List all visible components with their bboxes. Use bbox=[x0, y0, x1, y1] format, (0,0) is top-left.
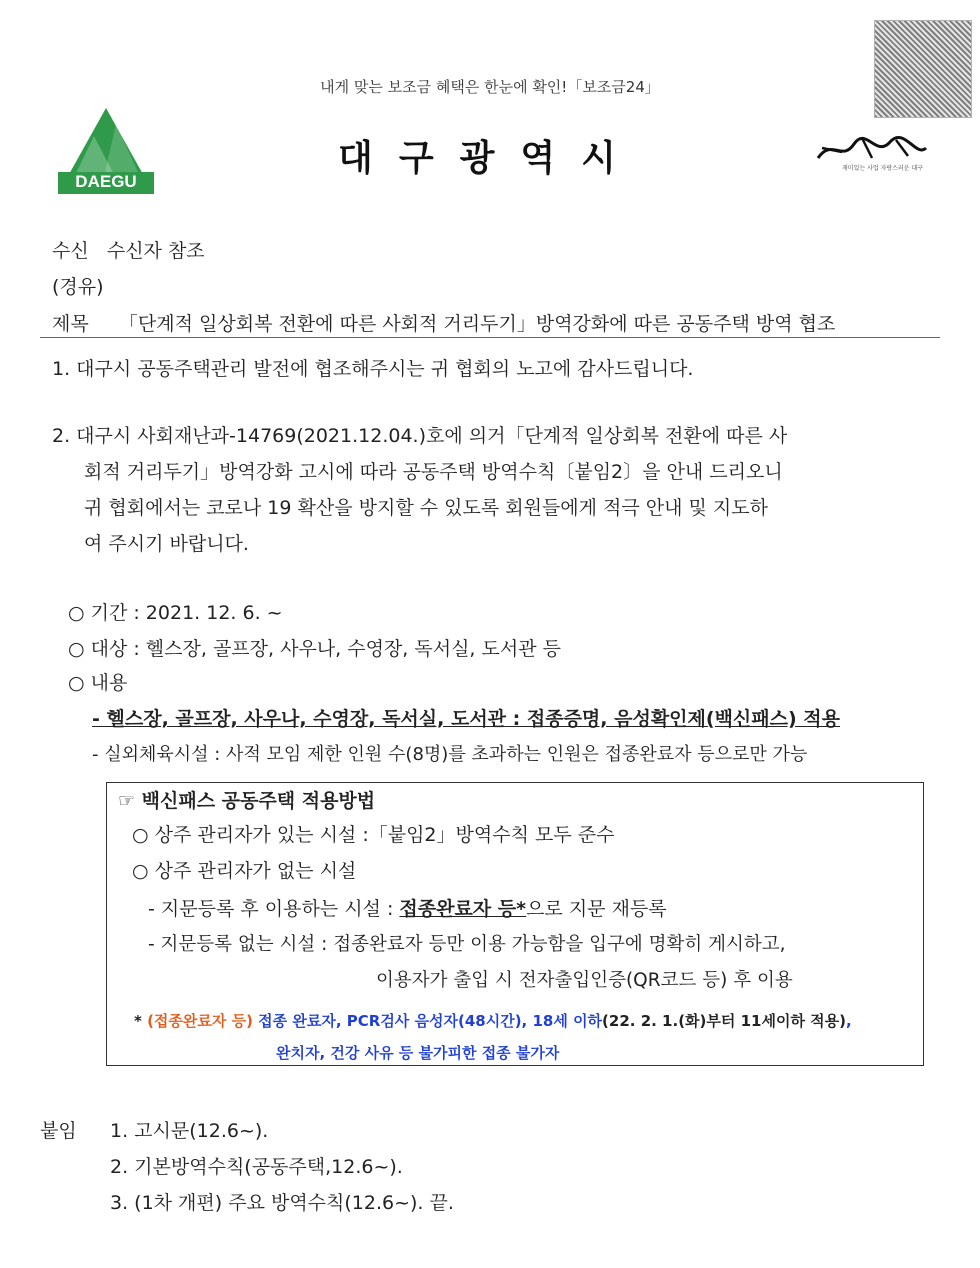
svg-text:재미있는 사업 자랑스러운 대구: 재미있는 사업 자랑스러운 대구 bbox=[842, 165, 924, 172]
divider bbox=[40, 337, 940, 338]
note-comma: , bbox=[846, 1012, 852, 1030]
logo-text: DAEGU bbox=[75, 172, 137, 191]
box-sub-2-line-1: - 지문등록 없는 시설 : 접종완료자 등만 이용 가능함을 입구에 명확히 게시하고, bbox=[148, 934, 786, 955]
box-sub-2-line-2: 이용자가 출입 시 전자출입인증(QR코드 등) 후 이용 bbox=[376, 970, 793, 991]
page-title: 대구광역시 bbox=[338, 138, 642, 179]
note-star: * bbox=[134, 1012, 148, 1030]
attachment-item: 3. (1차 개편) 주요 방역수칙(12.6~). 끝. bbox=[110, 1192, 454, 1214]
content-dash-2: - 실외체육시설 : 사적 모임 제한 인원 수(8명)를 초과하는 인원은 접종완료자 등으로만 가능 bbox=[92, 744, 808, 765]
note-dark: (22. 2. 1.(화)부터 11세이하 적용) bbox=[602, 1012, 846, 1030]
box-note-line-2: 완치자, 건강 사유 등 불가피한 접종 불가자 bbox=[276, 1044, 560, 1062]
note-blue: 접종 완료자, PCR검사 음성자(48시간), 18세 이하 bbox=[252, 1012, 603, 1030]
attachment-item: 2. 기본방역수칙(공동주택,12.6~). bbox=[110, 1156, 403, 1178]
box-heading: ☞ 백신패스 공동주택 적용방법 bbox=[118, 790, 376, 812]
box-note-line-1 bbox=[134, 1010, 852, 1031]
recipient-value: 수신자 참조 bbox=[106, 240, 205, 262]
box-item-2: ○ 상주 관리자가 없는 시설 bbox=[132, 860, 357, 882]
paragraph-2-line: 여 주시기 바랍니다. bbox=[84, 533, 249, 555]
box-sub-1-emphasis: 접종완료자 등* bbox=[399, 898, 527, 920]
note-orange: (접종완료자 등) bbox=[147, 1012, 253, 1030]
target-item: ○ 대상 : 헬스장, 골프장, 사우나, 수영장, 독서실, 도서관 등 bbox=[68, 638, 561, 660]
subject-value: 「단계적 일상회복 전환에 따른 사회적 거리두기」방역강화에 따른 공동주택 방역 협조 bbox=[118, 313, 836, 335]
attachments-label: 붙임 bbox=[40, 1120, 77, 1142]
slogan-logo bbox=[812, 128, 932, 172]
subject-label: 제목 bbox=[52, 313, 89, 335]
top-banner: 내게 맞는 보조금 혜택은 한눈에 확인!「보조금24」 bbox=[320, 78, 660, 96]
via-row: (경유) bbox=[52, 276, 104, 298]
paragraph-1: 1. 대구시 공동주택관리 발전에 협조해주시는 귀 협회의 노고에 감사드립니다. bbox=[52, 358, 694, 380]
content-item: ○ 내용 bbox=[68, 672, 128, 694]
attachment-item: 1. 고시문(12.6~). bbox=[110, 1120, 269, 1142]
paragraph-2-line: 2. 대구시 사회재난과-14769(2021.12.04.)호에 의거「단계적 일상회복 전환에 따른 사 bbox=[52, 425, 788, 447]
paragraph-2-line: 회적 거리두기」방역강화 고시에 따라 공동주택 방역수칙〔붙임2〕을 안내 드리오니 bbox=[84, 461, 783, 483]
box-sub-1-post: 으로 지문 재등록 bbox=[526, 898, 667, 920]
paragraph-2 bbox=[52, 418, 932, 562]
paragraph-2-line: 귀 협회에서는 코로나 19 확산을 방지할 수 있도록 회원들에게 적극 안내 및 지도하 bbox=[84, 497, 768, 519]
box-sub-1 bbox=[148, 894, 667, 921]
recipient-row bbox=[52, 236, 205, 263]
content-dash-1: - 헬스장, 골프장, 사우나, 수영장, 독서실, 도서관 : 접종증명, 음성확인제(백신패스) 적용 bbox=[92, 708, 840, 730]
subject-row bbox=[52, 309, 835, 336]
qr-code-icon bbox=[874, 20, 972, 118]
box-sub-1-pre: - 지문등록 후 이용하는 시설 : bbox=[148, 898, 400, 920]
box-item-1: ○ 상주 관리자가 있는 시설 :「붙임2」방역수칙 모두 준수 bbox=[132, 824, 615, 846]
period-item: ○ 기간 : 2021. 12. 6. ~ bbox=[68, 602, 283, 624]
recipient-label: 수신 bbox=[52, 240, 89, 262]
